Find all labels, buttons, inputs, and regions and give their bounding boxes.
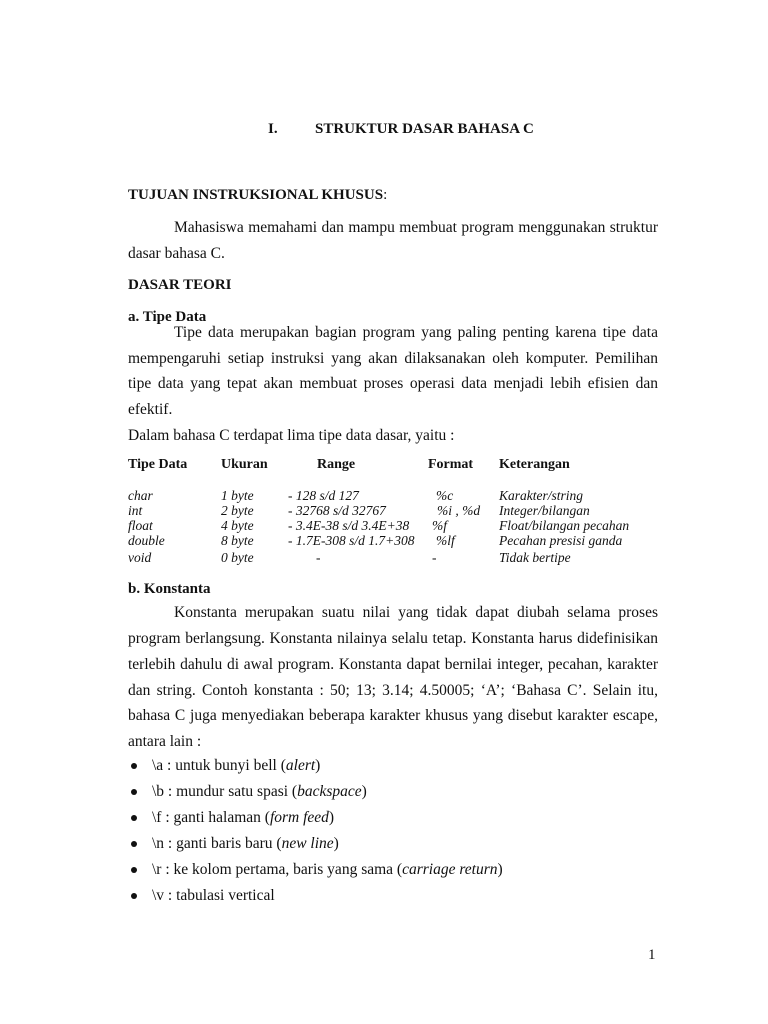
table-cell: 4 byte [221, 518, 254, 533]
table-cell: int [128, 503, 143, 518]
objectives-heading: TUJUAN INSTRUKSIONAL KHUSUS: [128, 187, 388, 203]
table-header-range: Range [317, 457, 356, 472]
chapter-number: I. [268, 121, 278, 137]
table-cell: 8 byte [221, 533, 254, 548]
constants-line-3: terlebih dahulu di awal program. Konstanta dapat bernilai integer, pecahan, karakter [128, 656, 658, 673]
objectives-line-2: dasar bahasa C. [128, 245, 225, 262]
table-cell: %c [436, 488, 454, 503]
table-header-description: Keterangan [499, 457, 570, 472]
bullet-icon [131, 893, 137, 899]
bullet-icon [131, 841, 137, 847]
page-number: 1 [648, 947, 656, 963]
data-types-heading: a. Tipe Data [128, 309, 207, 325]
table-header-format: Format [428, 457, 474, 472]
constants-line-6: antara lain : [128, 733, 202, 750]
data-types-line-1: Tipe data merupakan bagian program yang paling penting karena tipe data [174, 324, 658, 341]
objectives-line-1: Mahasiswa memahami dan mampu membuat program menggunakan struktur [174, 219, 658, 236]
table-cell: float [128, 518, 153, 533]
bullet-icon [131, 789, 137, 795]
document-page: I. STRUKTUR DASAR BAHASA C TUJUAN INSTRUKSIONAL KHUSUS: Mahasiswa memahami dan mampu membuat program menggunakan struktur dasar bahasa C. DASAR TEORI a. Tipe Data Tipe data merupakan bagian program yang paling penting karena tipe data mempengaruhi setiap instruksi yang akan dilaksanakan oleh komputer. Pemilihan tipe data yang tepat akan membuat proses operasi data menjadi lebih efisien dan efektif. Dalam bahasa C terdapat lima tipe data dasar, yaitu : Tipe Data Ukuran Range Format Keterangan char 1 byte - 128 s/d 127 %c Karakter/string int 2 byte - 32768 s/d 32767 %i , %d Integer/bilangan float 4 byte - 3.4E-38 s/d 3.4E+38 %f Float/bilangan pecahan double 8 byte - 1.7E-308 s/d 1.7+308 %lf Pecahan presisi ganda void 0 byte - - Tidak bertipe b. Konstanta Konstanta merupakan suatu nilai yang tidak dapat diubah selama proses program berlangsung. Konstanta nilainya selalu tetap. Konstanta harus didefinisikan terlebih dahulu di awal program. Konstanta dapat bernilai integer, pecahan, karakter dan string. Contoh konstanta : 50; 13; 3.14; 4.50005; ‘A’; ‘Bahasa C’. Selain itu, bahasa C juga menyediakan beberapa karakter khusus yang disebut karakter escape, antara lain : \a : untuk bunyi bell (alert) \b : mundur satu spasi (backspace) \f : ganti halaman (form feed) \n : ganti baris baru (new line) \r : ke kolom pertama, baris yang sama (carriage return) \v : tabulasi vertical 1 [128, 121, 658, 963]
bullet-icon [131, 867, 137, 873]
table-cell: 2 byte [221, 503, 254, 518]
constants-line-2: program berlangsung. Konstanta nilainya selalu tetap. Konstanta harus didefinisikan [128, 630, 658, 647]
table-cell: %i , %d [437, 503, 481, 518]
table-cell: Pecahan presisi ganda [499, 533, 623, 548]
table-header-size: Ukuran [221, 457, 268, 472]
table-cell: 0 byte [221, 550, 254, 565]
table-cell: double [128, 533, 165, 548]
table-cell: - 1.7E-308 s/d 1.7+308 [288, 533, 415, 548]
table-cell: - 32768 s/d 32767 [288, 503, 386, 518]
constants-line-5: bahasa C juga menyediakan beberapa karakter khusus yang disebut karakter escape, [128, 707, 658, 724]
theory-heading: DASAR TEORI [128, 277, 232, 293]
table-cell: - 3.4E-38 s/d 3.4E+38 [288, 518, 410, 533]
table-cell: %f [432, 518, 447, 533]
table-cell: - [432, 550, 437, 565]
bullet-icon [131, 815, 137, 821]
table-cell: Float/bilangan pecahan [499, 518, 630, 533]
constants-heading: b. Konstanta [128, 581, 211, 597]
table-header-type: Tipe Data [128, 457, 188, 472]
table-cell: - 128 s/d 127 [288, 488, 359, 503]
constants-line-1: Konstanta merupakan suatu nilai yang tidak dapat diubah selama proses [174, 604, 658, 621]
constants-line-4: dan string. Contoh konstanta : 50; 13; 3.14; 4.50005; ‘A’; ‘Bahasa C’. Selain itu, [128, 682, 658, 699]
table-cell: Tidak bertipe [499, 550, 571, 565]
table-cell: char [128, 488, 153, 503]
data-types-intro: Dalam bahasa C terdapat lima tipe data dasar, yaitu : [128, 427, 455, 444]
chapter-title: STRUKTUR DASAR BAHASA C [315, 121, 534, 137]
table-cell: - [316, 550, 321, 565]
data-types-line-4: efektif. [128, 401, 173, 418]
data-types-line-2: mempengaruhi setiap instruksi yang akan dilaksanakan oleh komputer. Pemilihan [128, 350, 658, 367]
table-cell: Karakter/string [499, 488, 584, 503]
table-cell: Integer/bilangan [499, 503, 590, 518]
table-cell: %lf [436, 533, 455, 548]
bullet-icon [131, 763, 137, 769]
table-cell: void [128, 550, 152, 565]
table-cell: 1 byte [221, 488, 254, 503]
data-types-line-3: tipe data yang tepat akan membuat proses operasi data menjadi lebih efisien dan [128, 375, 658, 392]
